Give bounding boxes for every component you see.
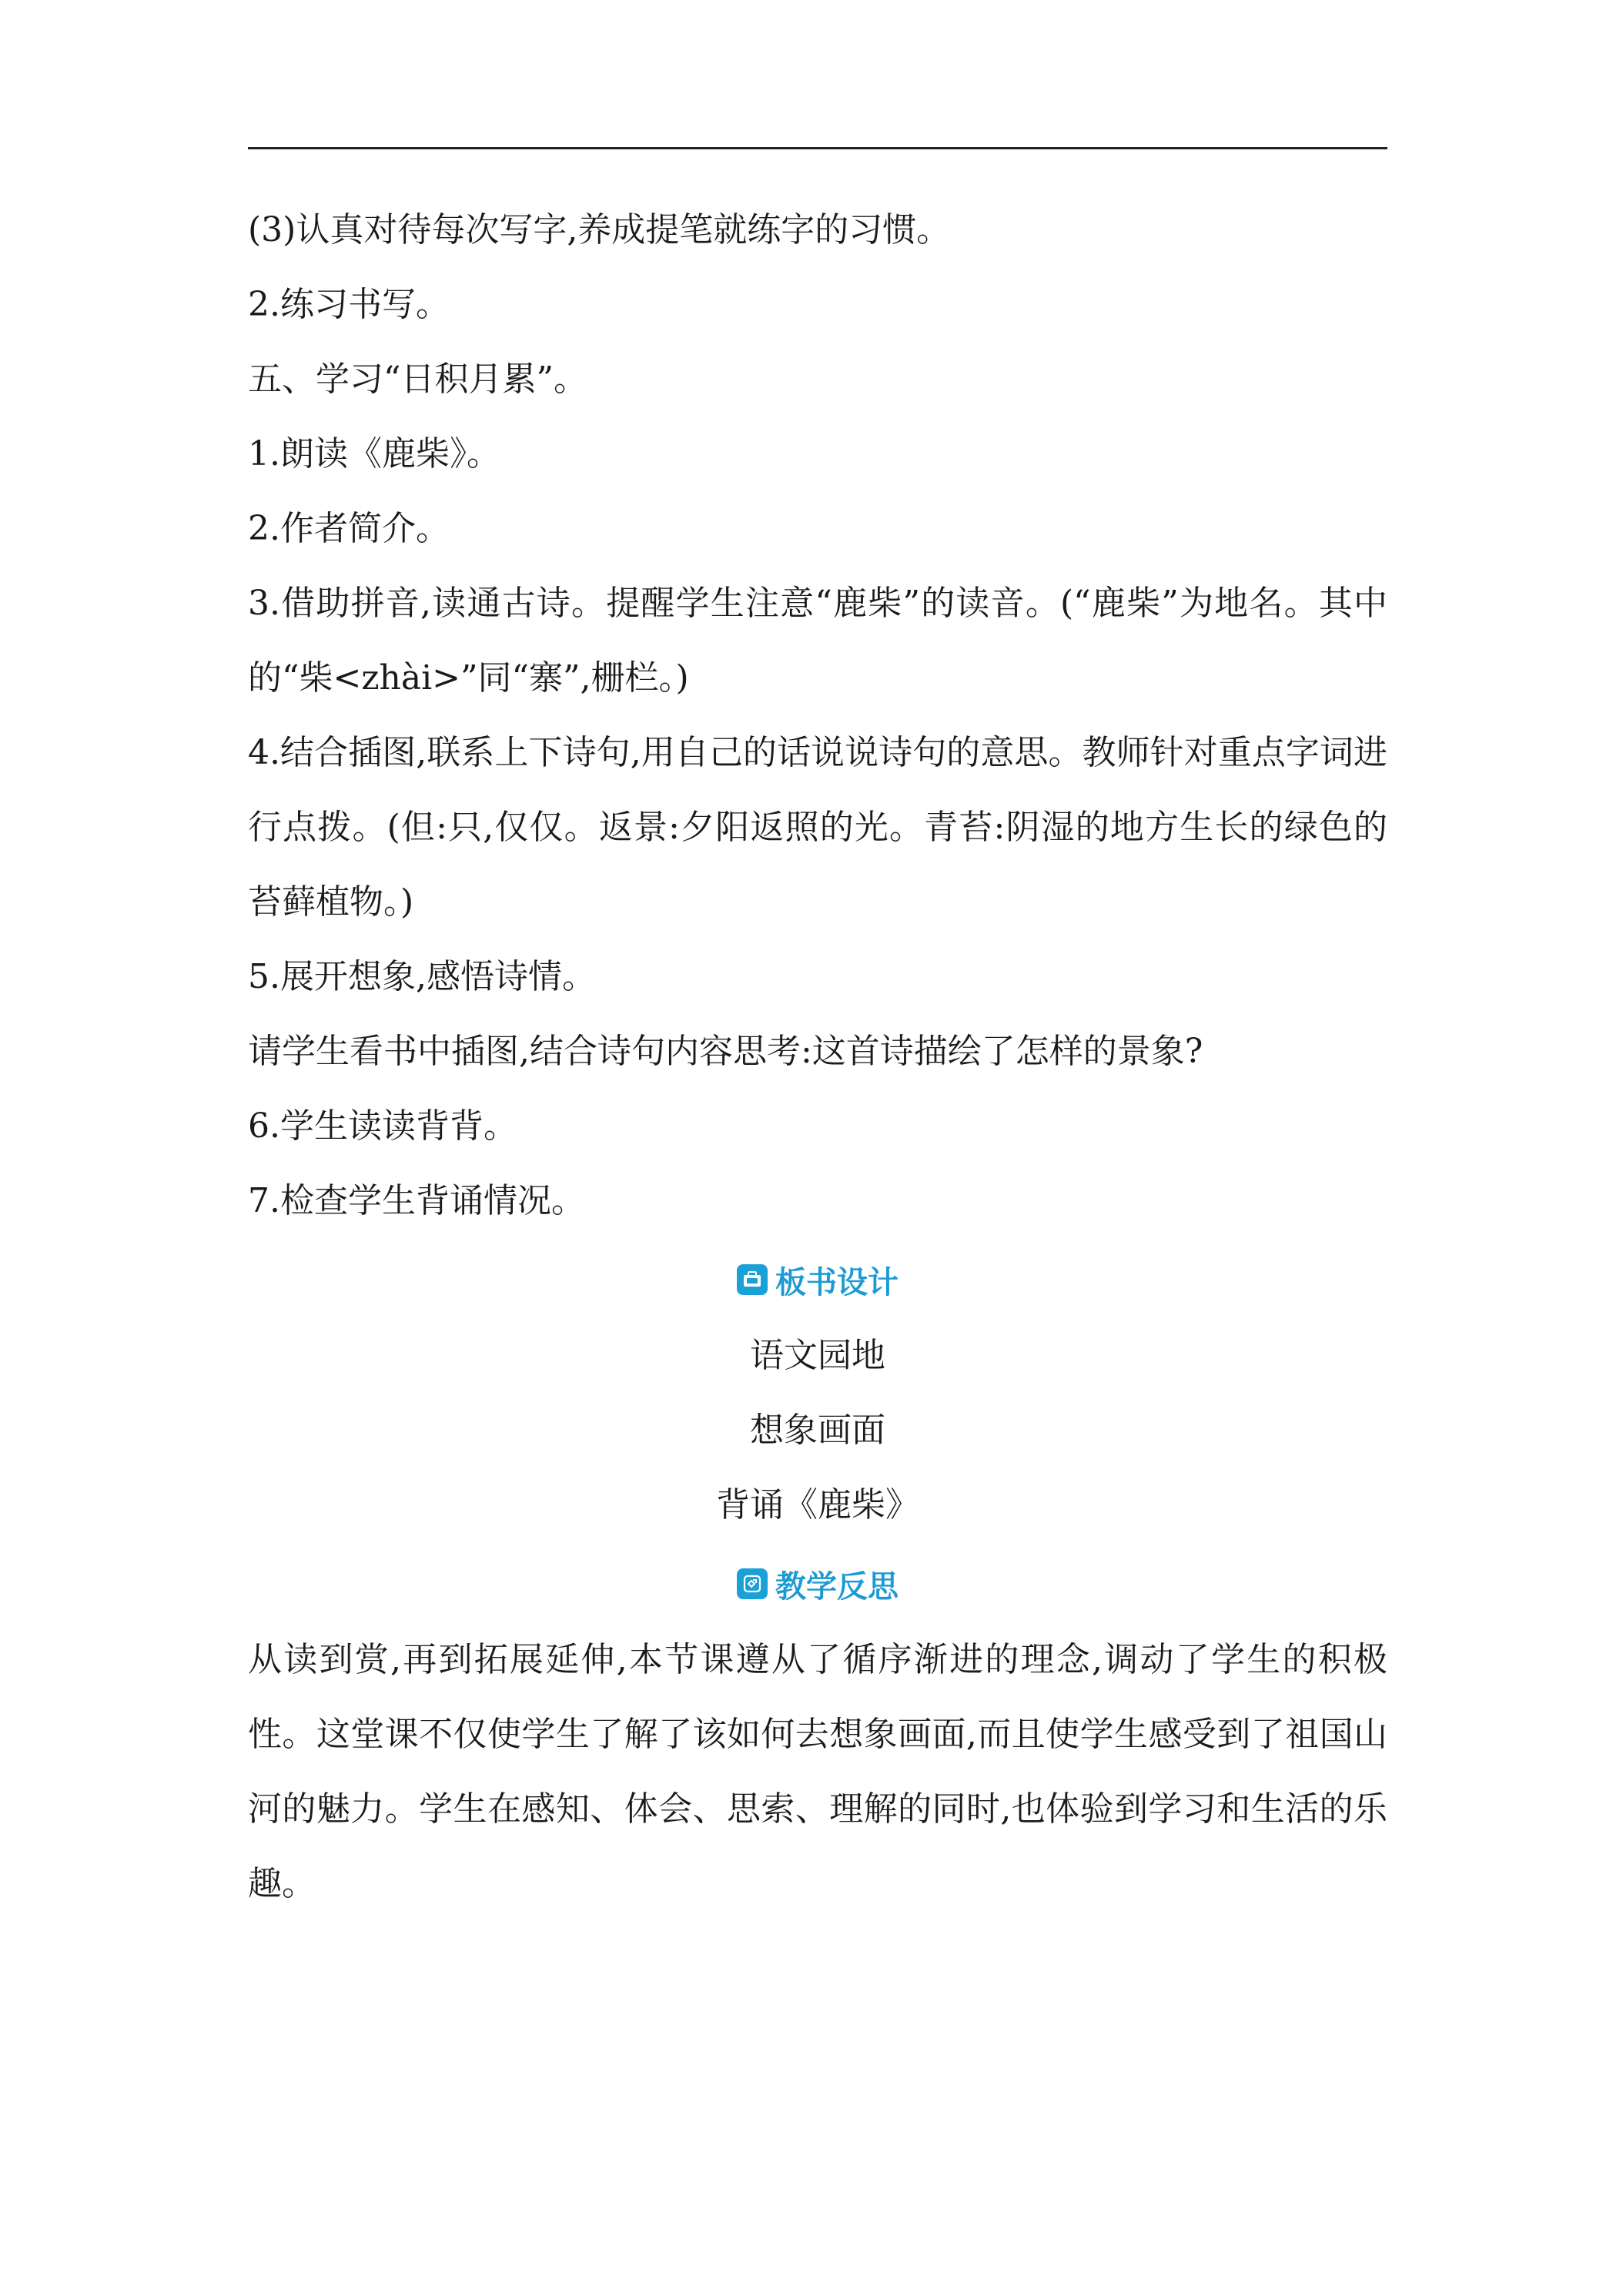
text-paragraph: 4.结合插图,联系上下诗句,用自己的话说说诗句的意思。教师针对重点字词进行点拨。(但:只,仅仅。返景:夕阳返照的光。青苔:阴湿的地方生长的绿色的苔藓植物。)	[248, 733, 1387, 922]
text-line: 1.朗读《鹿柴》。	[248, 434, 500, 474]
text-line: 7.检查学生背诵情况。	[248, 1181, 585, 1220]
text-line: (3)认真对待每次写字,养成提笔就练字的习惯。	[248, 210, 951, 249]
reflection-paragraph: 从读到赏,再到拓展延伸,本节课遵从了循序渐进的理念,调动了学生的积极性。这堂课不仅使学生了解了该如何去想象画面,而且使学生感受到了祖国山河的魅力。学生在感知、体会、思索、理解的同时,也体验到学习和生活的乐趣。	[248, 1640, 1387, 1903]
board-line: 背诵《鹿柴》	[716, 1485, 919, 1525]
reflection-section-title	[248, 1545, 1387, 1622]
header-rule	[248, 147, 1387, 149]
text-line: 5.展开想象,感悟诗情。	[248, 957, 596, 996]
board-line: 想象画面	[750, 1411, 885, 1450]
board-section-label: 板书设计	[775, 1264, 899, 1300]
text-line: 6.学生读读背背。	[248, 1106, 517, 1146]
document-body	[248, 192, 1387, 1921]
board-line: 语文园地	[750, 1336, 885, 1375]
reflection-section-label: 教学反思	[775, 1568, 899, 1605]
text-line: 请学生看书中插图,结合诗句内容思考:这首诗描绘了怎样的景象?	[248, 1032, 1203, 1071]
text-line: 五、学习“日积月累”。	[248, 360, 587, 399]
board-icon	[737, 1264, 768, 1295]
reflection-icon	[737, 1568, 768, 1599]
text-paragraph: 3.借助拼音,读通古诗。提醒学生注意“鹿柴”的读音。(“鹿柴”为地名。其中的“柴<zhài>”同“寨”,栅栏。)	[248, 584, 1387, 698]
text-line: 2.练习书写。	[248, 285, 450, 324]
text-line: 2.作者简介。	[248, 509, 450, 548]
board-section-title	[248, 1241, 1387, 1318]
